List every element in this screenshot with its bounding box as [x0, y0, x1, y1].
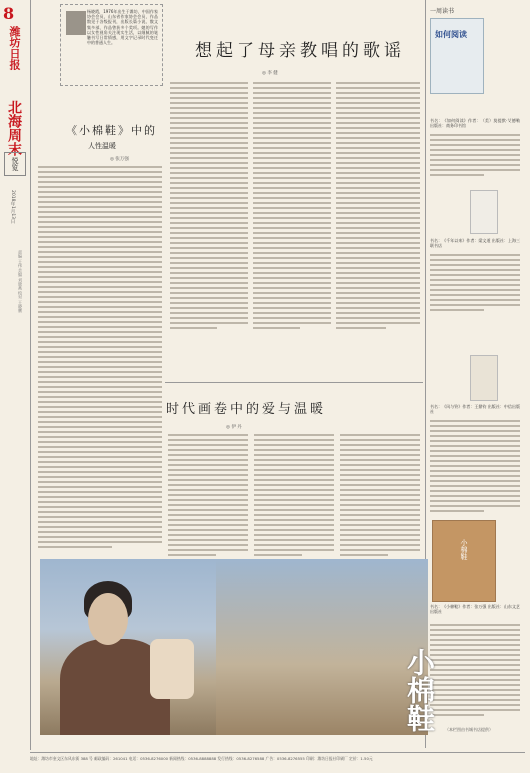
film-still-landscape [216, 559, 428, 735]
book-4-cover-title: 小棉鞋 [460, 539, 468, 560]
book-3-review [430, 420, 520, 515]
book-cover-1 [430, 18, 484, 94]
article-1-col-1 [170, 82, 248, 332]
article-2-title: 《小棉鞋》中的 [66, 124, 157, 137]
article-1-col-3 [336, 82, 420, 332]
book-3-caption: 书名：《风与铃》作者：王鼎钧 出版社：中信出版社 [430, 404, 520, 415]
book-2-review [430, 254, 520, 314]
article-3-col-1 [168, 434, 248, 559]
page-number: 8 [3, 4, 15, 23]
author-photo [66, 11, 86, 35]
edition-info: 责编 王伟 美编 刘晓燕 校对 王晓鹏 [18, 250, 23, 313]
book-2-caption: 书名：《千年以来》作者：梁文道 出版社：上海三联书店 [430, 238, 520, 249]
paper-name: 潍坊日报 [8, 26, 21, 70]
book-4-caption: 书名：《小棉鞋》作者：张万强 出版社：山东文艺出版社 [430, 604, 520, 615]
section-divider [165, 382, 423, 383]
article-2-subtitle: 人性温暖 [88, 142, 116, 150]
author-intro-text: 杨晓霞，1976年出生于潍坊，中国作家协会会员，山东省作家协会会员，作品散见于各级报刊，出版长篇小说、散文集多部，作品曾获多个奖项。她的写作以女性视角关注现实生活，以细腻的笔触书写日常情感，用文字记录时代变迁中的普通人生。 [87, 9, 158, 46]
page-footer: 地址：潍坊市奎文区东风东街 388 号 邮政编码：261041 电话：0536-8276000 新闻热线：0536-8888888 发行热线：0536-8276588 广告：0536-8276555 印刷：潍坊日报社印刷厂 定价：1.50元 [30, 752, 525, 762]
book-1-caption: 书名：《如何阅读》作者：（美）莫提默·艾德勒 出版社：商务印书馆 [430, 118, 520, 129]
film-title-overlay: 小棉鞋 [403, 648, 436, 732]
article-1-byline: ◎ 李 健 [262, 71, 278, 76]
book-cover-3 [470, 355, 498, 401]
article-2-body [38, 166, 162, 551]
film-still-photo [40, 559, 216, 735]
article-3-title: 时代画卷中的爱与温暖 [166, 402, 327, 417]
issue-date: 2018年1月13日 [10, 190, 15, 224]
book-cover-4 [432, 520, 496, 602]
article-3-col-3 [340, 434, 420, 559]
rail-divider [30, 0, 31, 750]
right-column-header: 一周读书 [430, 8, 455, 15]
book-4-review [430, 624, 520, 719]
article-2-byline: ◎ 张万强 [110, 157, 129, 162]
article-1-title: 想起了母亲教唱的歌谣 [195, 41, 405, 61]
book-cover-2 [470, 190, 498, 234]
article-1-col-2 [253, 82, 331, 332]
book-1-review [430, 134, 520, 179]
article-3-col-2 [254, 434, 334, 559]
photo-credit: （本栏图由书城书店提供） [445, 727, 493, 732]
section-label: 悦览 [4, 152, 26, 176]
article-3-byline: ◎ 伊 丹 [226, 425, 242, 430]
book-1-cover-title: 如何阅读 [435, 30, 467, 39]
author-intro-box [60, 4, 163, 86]
weekly-name: 北海周末 [6, 100, 22, 156]
